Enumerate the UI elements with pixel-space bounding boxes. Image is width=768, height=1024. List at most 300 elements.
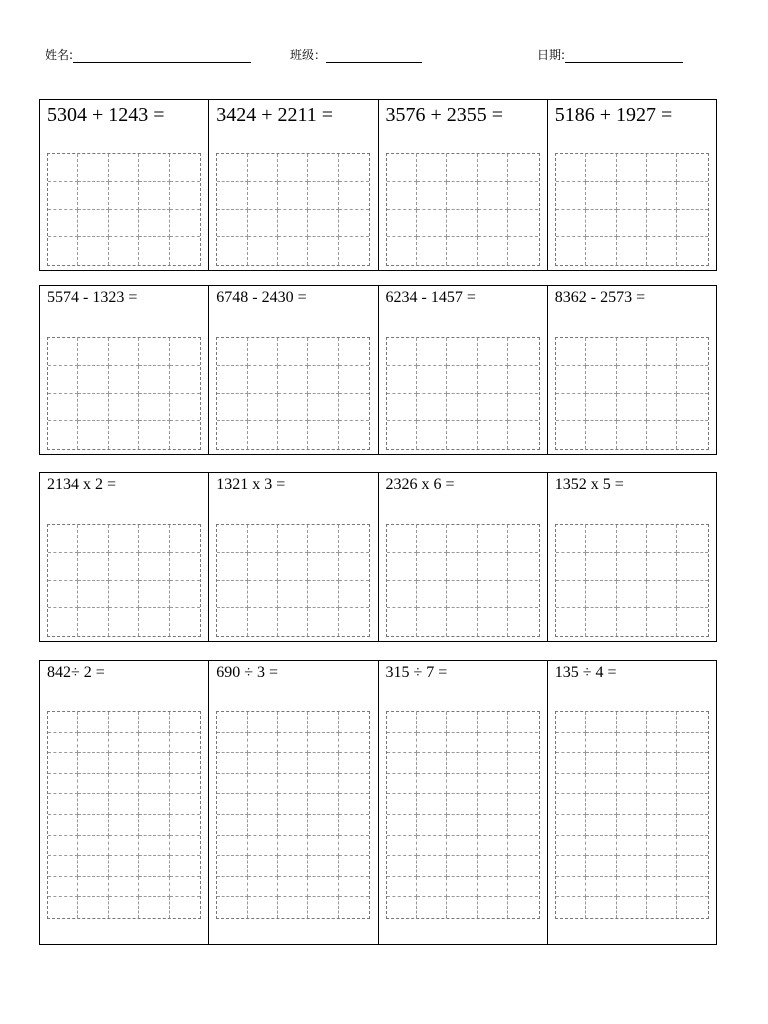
grid-cell [339, 421, 369, 449]
problem-cell [547, 100, 716, 270]
grid-cell [478, 338, 508, 366]
grid-cell [417, 421, 447, 449]
grid-cell [478, 154, 508, 182]
grid-cell [217, 753, 247, 774]
grid-cell [387, 421, 417, 449]
grid-cell [447, 154, 477, 182]
grid-cell [170, 237, 200, 265]
grid-cell [647, 366, 677, 394]
grid-cell [109, 856, 139, 877]
grid-cell [170, 712, 200, 733]
grid-cell [139, 394, 169, 422]
grid-cell [308, 210, 338, 238]
grid-cell [217, 897, 247, 918]
work-grid[interactable] [216, 711, 370, 919]
grid-cell [417, 553, 447, 581]
grid-cell [248, 897, 278, 918]
grid-cell [308, 774, 338, 795]
work-grid[interactable] [216, 524, 370, 637]
grid-cell [78, 338, 108, 366]
grid-cell [278, 366, 308, 394]
grid-cell [339, 897, 369, 918]
problem-label: 8362 - 2573 = [554, 289, 646, 306]
grid-cell [278, 421, 308, 449]
grid-cell [308, 237, 338, 265]
grid-cell [586, 897, 616, 918]
grid-cell [248, 366, 278, 394]
problem-label: 1321 x 3 = [216, 476, 286, 493]
grid-cell [48, 877, 78, 898]
grid-cell [278, 210, 308, 238]
grid-cell [109, 815, 139, 836]
problem-cell [40, 100, 208, 270]
grid-cell [217, 712, 247, 733]
grid-cell [478, 815, 508, 836]
grid-cell [417, 774, 447, 795]
problem-label: 2326 x 6 = [385, 476, 455, 493]
grid-cell [308, 421, 338, 449]
grid-cell [508, 421, 538, 449]
grid-cell [170, 525, 200, 553]
grid-cell [278, 154, 308, 182]
grid-cell [109, 154, 139, 182]
grid-cell [248, 421, 278, 449]
grid-cell [278, 581, 308, 609]
grid-cell [339, 608, 369, 636]
grid-cell [387, 897, 417, 918]
problem-label: 6234 - 1457 = [385, 289, 476, 306]
grid-cell [478, 237, 508, 265]
grid-cell [339, 237, 369, 265]
grid-cell [647, 856, 677, 877]
grid-cell [78, 237, 108, 265]
grid-cell [217, 366, 247, 394]
grid-cell [78, 815, 108, 836]
grid-cell [109, 237, 139, 265]
problem-cell [208, 473, 377, 641]
work-grid[interactable] [47, 524, 201, 637]
grid-cell [617, 608, 647, 636]
work-grid[interactable] [555, 337, 709, 450]
grid-cell [586, 338, 616, 366]
problem-label: 690 ÷ 3 = [216, 664, 279, 681]
grid-cell [308, 856, 338, 877]
grid-cell [617, 733, 647, 754]
grid-cell [508, 753, 538, 774]
grid-cell [417, 815, 447, 836]
problem-cell [40, 661, 208, 944]
grid-cell [170, 553, 200, 581]
class-field[interactable] [290, 46, 422, 63]
grid-cell [278, 753, 308, 774]
grid-cell [48, 525, 78, 553]
grid-cell [278, 237, 308, 265]
grid-cell [417, 394, 447, 422]
grid-cell [78, 897, 108, 918]
grid-cell [278, 856, 308, 877]
grid-cell [586, 836, 616, 857]
grid-cell [78, 210, 108, 238]
problem-cell [40, 473, 208, 641]
grid-cell [417, 753, 447, 774]
grid-cell [417, 877, 447, 898]
name-label: 姓名: [45, 48, 74, 62]
grid-cell [308, 897, 338, 918]
grid-cell [48, 856, 78, 877]
grid-cell [308, 182, 338, 210]
grid-cell [278, 553, 308, 581]
grid-cell [170, 421, 200, 449]
grid-cell [248, 794, 278, 815]
grid-cell [478, 210, 508, 238]
grid-cell [339, 581, 369, 609]
grid-cell [339, 366, 369, 394]
problem-cell [547, 473, 716, 641]
grid-cell [447, 712, 477, 733]
grid-cell [217, 421, 247, 449]
work-grid[interactable] [386, 153, 540, 266]
grid-cell [109, 338, 139, 366]
grid-cell [677, 877, 707, 898]
grid-cell [417, 182, 447, 210]
grid-cell [278, 338, 308, 366]
grid-cell [139, 794, 169, 815]
grid-cell [508, 366, 538, 394]
grid-cell [647, 210, 677, 238]
grid-cell [556, 394, 586, 422]
grid-cell [139, 581, 169, 609]
grid-cell [617, 338, 647, 366]
grid-cell [447, 836, 477, 857]
grid-cell [217, 836, 247, 857]
grid-cell [109, 712, 139, 733]
grid-cell [478, 897, 508, 918]
grid-cell [139, 836, 169, 857]
grid-cell [447, 394, 477, 422]
grid-cell [617, 421, 647, 449]
work-grid[interactable] [386, 524, 540, 637]
grid-cell [339, 856, 369, 877]
grid-cell [248, 712, 278, 733]
grid-cell [417, 338, 447, 366]
grid-cell [170, 815, 200, 836]
grid-cell [78, 394, 108, 422]
work-grid[interactable] [216, 153, 370, 266]
grid-cell [617, 581, 647, 609]
class-blank[interactable] [326, 49, 422, 63]
grid-cell [248, 237, 278, 265]
grid-cell [447, 525, 477, 553]
problem-cell [378, 286, 547, 454]
grid-cell [617, 836, 647, 857]
date-label: 日期: [537, 48, 566, 62]
grid-cell [109, 774, 139, 795]
work-grid[interactable] [47, 711, 201, 919]
grid-cell [139, 182, 169, 210]
grid-cell [586, 182, 616, 210]
problem-label: 3424 + 2211 = [216, 104, 334, 126]
grid-cell [677, 856, 707, 877]
grid-cell [556, 774, 586, 795]
grid-cell [387, 366, 417, 394]
grid-cell [387, 210, 417, 238]
grid-cell [339, 182, 369, 210]
grid-cell [586, 815, 616, 836]
grid-cell [109, 525, 139, 553]
grid-cell [139, 525, 169, 553]
grid-cell [478, 394, 508, 422]
grid-cell [478, 366, 508, 394]
grid-cell [556, 366, 586, 394]
grid-cell [308, 794, 338, 815]
grid-cell [339, 877, 369, 898]
grid-cell [78, 794, 108, 815]
grid-cell [278, 712, 308, 733]
grid-cell [217, 877, 247, 898]
grid-cell [508, 794, 538, 815]
grid-cell [387, 836, 417, 857]
grid-cell [556, 210, 586, 238]
grid-cell [48, 366, 78, 394]
grid-cell [447, 897, 477, 918]
grid-cell [647, 794, 677, 815]
grid-cell [387, 794, 417, 815]
grid-cell [417, 210, 447, 238]
grid-cell [78, 712, 108, 733]
grid-cell [677, 712, 707, 733]
work-grid[interactable] [386, 337, 540, 450]
grid-cell [248, 836, 278, 857]
grid-cell [478, 733, 508, 754]
grid-cell [278, 774, 308, 795]
grid-cell [139, 897, 169, 918]
grid-cell [556, 794, 586, 815]
grid-cell [647, 338, 677, 366]
grid-cell [478, 553, 508, 581]
grid-cell [677, 836, 707, 857]
grid-cell [586, 581, 616, 609]
grid-cell [447, 733, 477, 754]
grid-cell [387, 733, 417, 754]
grid-cell [647, 394, 677, 422]
grid-cell [417, 836, 447, 857]
grid-cell [78, 421, 108, 449]
grid-cell [387, 774, 417, 795]
grid-cell [447, 794, 477, 815]
grid-cell [109, 836, 139, 857]
grid-cell [387, 338, 417, 366]
grid-cell [48, 836, 78, 857]
work-grid[interactable] [47, 337, 201, 450]
grid-cell [339, 753, 369, 774]
grid-cell [170, 182, 200, 210]
grid-cell [387, 237, 417, 265]
grid-cell [586, 712, 616, 733]
grid-cell [647, 553, 677, 581]
grid-cell [617, 712, 647, 733]
problem-label: 3576 + 2355 = [385, 104, 504, 126]
grid-cell [170, 608, 200, 636]
grid-cell [387, 856, 417, 877]
grid-cell [217, 338, 247, 366]
grid-cell [417, 897, 447, 918]
grid-cell [139, 753, 169, 774]
grid-cell [278, 733, 308, 754]
name-blank[interactable] [73, 49, 251, 63]
grid-cell [387, 394, 417, 422]
grid-cell [78, 877, 108, 898]
problem-label: 842÷ 2 = [47, 664, 105, 681]
grid-cell [217, 774, 247, 795]
grid-cell [447, 856, 477, 877]
problem-cell [208, 661, 377, 944]
grid-cell [248, 856, 278, 877]
grid-cell [278, 182, 308, 210]
grid-cell [217, 154, 247, 182]
grid-cell [586, 366, 616, 394]
grid-cell [478, 608, 508, 636]
date-blank[interactable] [565, 49, 683, 63]
grid-cell [48, 897, 78, 918]
problem-cell [378, 100, 547, 270]
grid-cell [170, 338, 200, 366]
grid-cell [387, 581, 417, 609]
grid-cell [109, 794, 139, 815]
grid-cell [170, 836, 200, 857]
grid-cell [387, 712, 417, 733]
grid-cell [339, 712, 369, 733]
grid-cell [556, 237, 586, 265]
grid-cell [48, 394, 78, 422]
grid-cell [647, 237, 677, 265]
grid-cell [508, 237, 538, 265]
grid-cell [556, 581, 586, 609]
grid-cell [217, 394, 247, 422]
grid-cell [308, 581, 338, 609]
worksheet-header [0, 46, 768, 66]
grid-cell [109, 182, 139, 210]
problem-cell [208, 100, 377, 270]
grid-cell [417, 733, 447, 754]
grid-cell [170, 366, 200, 394]
grid-cell [78, 836, 108, 857]
grid-cell [109, 877, 139, 898]
grid-cell [139, 154, 169, 182]
grid-cell [170, 394, 200, 422]
problem-cell [208, 286, 377, 454]
grid-cell [677, 815, 707, 836]
work-grid[interactable] [47, 153, 201, 266]
grid-cell [586, 733, 616, 754]
grid-cell [387, 525, 417, 553]
problem-cell [547, 661, 716, 944]
grid-cell [447, 753, 477, 774]
grid-cell [677, 553, 707, 581]
grid-cell [556, 856, 586, 877]
grid-cell [617, 794, 647, 815]
grid-cell [447, 182, 477, 210]
grid-cell [617, 394, 647, 422]
name-field[interactable] [45, 46, 251, 63]
work-grid[interactable] [555, 711, 709, 919]
grid-cell [248, 394, 278, 422]
grid-cell [48, 753, 78, 774]
grid-cell [508, 154, 538, 182]
grid-cell [617, 753, 647, 774]
grid-cell [508, 774, 538, 795]
grid-cell [339, 794, 369, 815]
grid-cell [139, 712, 169, 733]
grid-cell [217, 553, 247, 581]
grid-cell [586, 394, 616, 422]
grid-cell [248, 581, 278, 609]
grid-cell [677, 897, 707, 918]
grid-cell [647, 815, 677, 836]
grid-cell [508, 733, 538, 754]
work-grid[interactable] [216, 337, 370, 450]
problem-label: 6748 - 2430 = [216, 289, 307, 306]
grid-cell [447, 877, 477, 898]
grid-cell [308, 338, 338, 366]
grid-cell [78, 154, 108, 182]
grid-cell [508, 712, 538, 733]
problem-cell [378, 473, 547, 641]
grid-cell [677, 608, 707, 636]
grid-cell [48, 338, 78, 366]
grid-cell [139, 210, 169, 238]
grid-cell [387, 182, 417, 210]
grid-cell [278, 394, 308, 422]
grid-cell [78, 553, 108, 581]
work-grid[interactable] [386, 711, 540, 919]
grid-cell [139, 366, 169, 394]
grid-cell [339, 774, 369, 795]
grid-cell [617, 774, 647, 795]
date-field[interactable] [537, 46, 683, 63]
grid-cell [647, 581, 677, 609]
division-section [39, 660, 717, 945]
grid-cell [248, 774, 278, 795]
grid-cell [139, 856, 169, 877]
problem-label: 1352 x 5 = [554, 476, 624, 493]
grid-cell [556, 877, 586, 898]
grid-cell [556, 338, 586, 366]
grid-cell [586, 154, 616, 182]
grid-cell [447, 774, 477, 795]
work-grid[interactable] [555, 153, 709, 266]
grid-cell [478, 421, 508, 449]
grid-cell [677, 394, 707, 422]
grid-cell [170, 856, 200, 877]
grid-cell [508, 897, 538, 918]
grid-cell [217, 581, 247, 609]
grid-cell [677, 774, 707, 795]
grid-cell [417, 525, 447, 553]
grid-cell [139, 608, 169, 636]
grid-cell [170, 774, 200, 795]
grid-cell [308, 608, 338, 636]
grid-cell [308, 154, 338, 182]
grid-cell [48, 154, 78, 182]
grid-cell [248, 753, 278, 774]
problem-cell [547, 286, 716, 454]
grid-cell [447, 553, 477, 581]
grid-cell [170, 210, 200, 238]
work-grid[interactable] [555, 524, 709, 637]
grid-cell [109, 753, 139, 774]
grid-cell [478, 774, 508, 795]
grid-cell [586, 553, 616, 581]
